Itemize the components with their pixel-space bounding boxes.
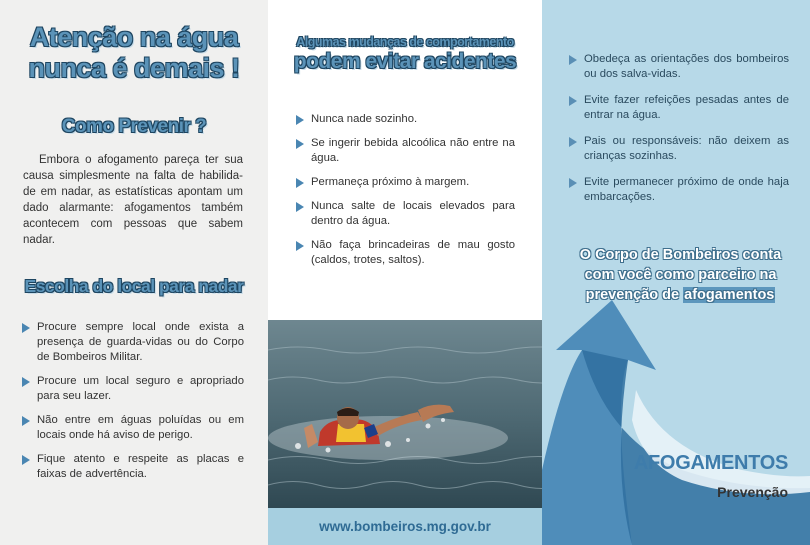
intro-paragraph: Embora o afogamento pareça ter sua causa simplesmente na falta de habilida-de em nadar, as estatísticas apontam um dado alarmante: afogamentos também acontecem com pessoas que sabem nadar. xyxy=(23,154,243,246)
safety-tips-list xyxy=(569,52,789,216)
bullet-arrow-icon xyxy=(569,96,577,106)
list-item: Permaneça próximo à margem. xyxy=(296,175,515,190)
list-item: Procure sempre local onde exista a presença de guarda-vidas ou do Corpo de Bombeiros Militar. xyxy=(22,320,244,365)
list-item: Se ingerir bebida alcoólica não entre na água. xyxy=(296,136,515,166)
left-panel xyxy=(0,0,268,545)
middle-panel xyxy=(268,0,542,545)
bullet-arrow-icon xyxy=(296,115,304,125)
brochure-title: AFOGAMENTOS xyxy=(633,452,788,474)
bullet-arrow-icon xyxy=(296,139,304,149)
headline-line-2: nunca é demais ! xyxy=(28,53,240,83)
bullet-arrow-icon xyxy=(22,416,30,426)
bullet-arrow-icon xyxy=(22,323,30,333)
quote-line-2: com você como parceiro na xyxy=(584,267,777,283)
bullet-arrow-icon xyxy=(296,241,304,251)
main-headline xyxy=(0,22,268,84)
prevention-subtitle: Como Prevenir ? xyxy=(61,116,207,137)
list-item: Não entre em águas poluídas ou em locais onde há aviso de perigo. xyxy=(22,413,244,443)
behavior-subtitle: Algumas mudanças de comportamento xyxy=(296,35,514,49)
bullet-arrow-icon xyxy=(22,455,30,465)
quote-line-3: prevenção de afogamentos xyxy=(585,287,775,303)
headline-line-1: Atenção na água xyxy=(29,22,239,52)
highlight-word: afogamentos xyxy=(684,287,775,303)
partnership-message xyxy=(558,245,803,305)
list-item: Obedeça as orientações dos bombeiros ou dos salva-vidas. xyxy=(569,52,789,82)
bullet-arrow-icon xyxy=(569,55,577,65)
list-item: Nunca nade sozinho. xyxy=(296,112,515,127)
lifeguard-swimming-photo xyxy=(268,320,542,508)
website-url[interactable]: www.bombeiros.mg.gov.br xyxy=(268,508,542,545)
location-section-title: Escolha do local para nadar xyxy=(24,276,244,296)
list-item: Evite fazer refeições pesadas antes de entrar na água. xyxy=(569,93,789,123)
quote-line-1: O Corpo de Bombeiros conta xyxy=(579,247,782,263)
behavior-tips-list xyxy=(296,112,515,277)
bullet-arrow-icon xyxy=(569,178,577,188)
bullet-arrow-icon xyxy=(569,137,577,147)
list-item: Fique atento e respeite as placas e faixas de advertência. xyxy=(22,452,244,482)
list-item: Não faça brincadeiras de mau gosto (caldos, trotes, saltos). xyxy=(296,238,515,268)
bullet-arrow-icon xyxy=(296,178,304,188)
brochure-subtitle: Prevenção xyxy=(717,484,788,500)
right-panel xyxy=(542,0,810,545)
list-item: Pais ou responsáveis: não deixem as crianças sozinhas. xyxy=(569,134,789,164)
bullet-arrow-icon xyxy=(296,202,304,212)
bullet-arrow-icon xyxy=(22,377,30,387)
location-tips-list xyxy=(22,320,244,491)
list-item: Nunca salte de locais elevados para dentro da água. xyxy=(296,199,515,229)
list-item: Evite permanecer próximo de onde haja embarcações. xyxy=(569,175,789,205)
behavior-title: podem evitar acidentes xyxy=(293,50,517,73)
list-item: Procure um local seguro e apropriado para seu lazer. xyxy=(22,374,244,404)
